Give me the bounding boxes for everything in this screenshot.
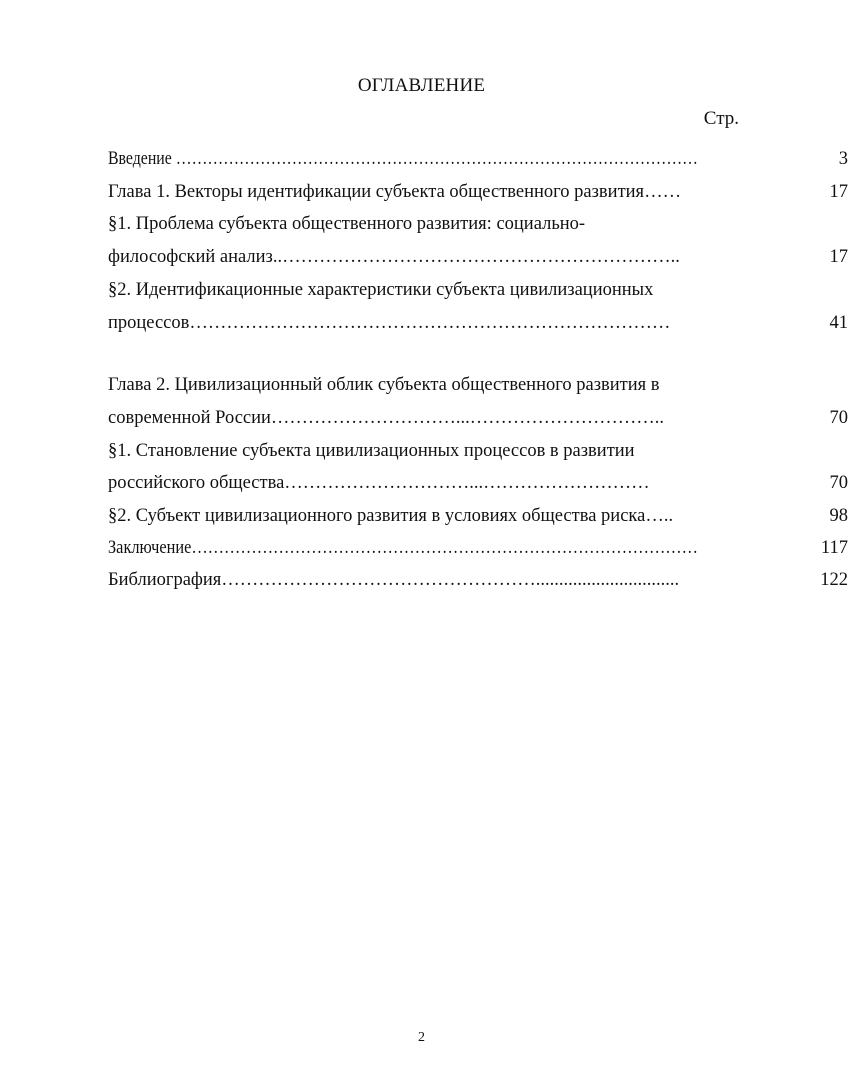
toc-entry-page: 70: [829, 473, 848, 493]
toc-entry-page: 3: [838, 149, 848, 169]
toc-entry-chapter-2-line2: [108, 407, 848, 429]
page-number: 2: [418, 1030, 425, 1045]
toc-entry-page: 122: [820, 570, 848, 590]
toc-entry-page: 70: [829, 408, 848, 428]
toc-entry-text: российского общества…………………………...………………………: [108, 473, 650, 493]
toc-entry-ch2-section-1-line2: [108, 472, 848, 494]
toc-entry-text: §2. Субъект цивилизационного развития в условиях общества риска…..: [108, 506, 674, 526]
toc-entry-bibliography: [108, 569, 848, 591]
toc-entry-introduction: [108, 148, 848, 170]
toc-entry-text: процессов……………………………………………………………………: [108, 313, 671, 333]
toc-entry-ch1-section-2-line2: [108, 312, 848, 334]
toc-entry-text: современной России…………………………...…………………………..: [108, 408, 665, 428]
toc-entry-page: 17: [829, 247, 848, 267]
toc-entry-text: §1. Становление субъекта цивилизационных процессов в развитии: [108, 441, 635, 461]
page-title: ОГЛАВЛЕНИЕ: [357, 75, 486, 96]
toc-entry-chapter-1: [108, 181, 848, 203]
toc-entry-page: 98: [829, 506, 848, 526]
toc-entry-ch1-section-1-line1: [108, 213, 585, 235]
toc-entry-page: 41: [829, 313, 848, 333]
toc-entry-page: 117: [820, 538, 848, 558]
toc-entry-ch2-section-1-line1: [108, 440, 635, 462]
toc-entry-text: Библиография……………………………………………...............................: [108, 570, 680, 590]
toc-entry-text: §2. Идентификационные характеристики субъекта цивилизационных: [108, 280, 654, 300]
toc-entry-chapter-2-line1: [108, 374, 660, 396]
toc-entry-ch1-section-2-line1: [108, 279, 653, 301]
toc-entry-text: Заключение…………………………………………………………………………………: [108, 538, 698, 558]
toc-entry-text: Глава 1. Векторы идентификации субъекта общественного развития……: [108, 182, 682, 202]
toc-entry-ch1-section-1-line2: [108, 246, 848, 268]
toc-entry-text: Глава 2. Цивилизационный облик субъекта общественного развития в: [108, 375, 660, 395]
toc-entry-text: философский анализ..………………………………………………………..: [108, 247, 680, 267]
toc-entry-text: §1. Проблема субъекта общественного развития: социально-: [108, 214, 586, 234]
toc-entry-ch2-section-2: [108, 505, 848, 527]
page-column-label: Стр.: [703, 108, 739, 129]
toc-entry-text: Введение ………………………………………………………………………………………: [108, 149, 698, 169]
toc-entry-page: 17: [829, 182, 848, 202]
toc-entry-conclusion: [108, 537, 848, 559]
